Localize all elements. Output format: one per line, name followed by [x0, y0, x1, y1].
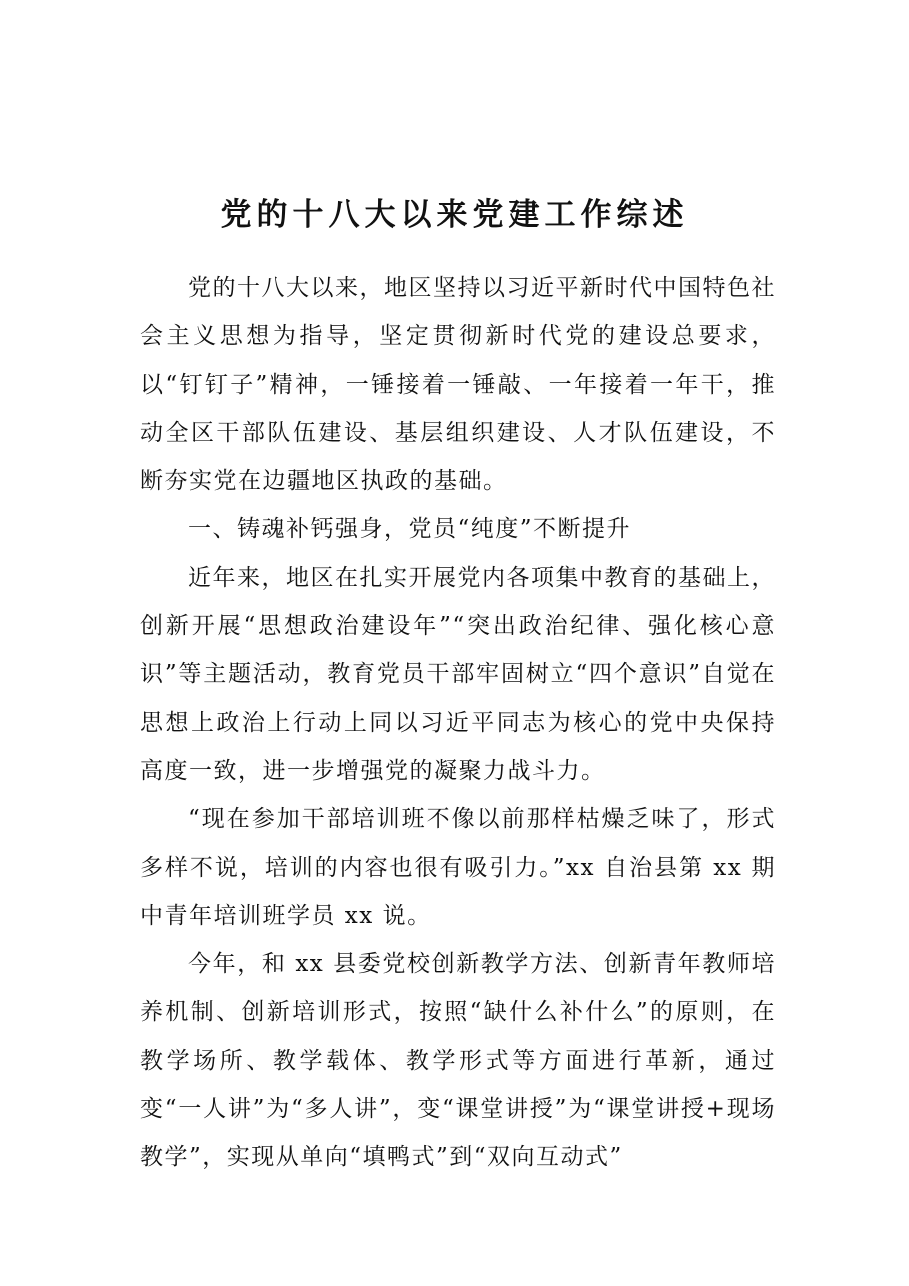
paragraph-party-school: 今年，和 xx 县委党校创新教学方法、创新青年教师培养机制、创新培训形式，按照“缺什么补什么”的原则，在教学场所、教学载体、教学形式等方面进行革新，通过变“一人讲”为“多人讲”，变“课堂讲授”为“课堂讲授+现场教学”，实现从单向“填鸭式”到“双向互动式” — [140, 951, 776, 1171]
section-heading-1: 一、铸魂补钙强身，党员“纯度”不断提升 — [188, 516, 632, 543]
paragraph-quote: “现在参加干部培训班不像以前那样枯燥乏味了，形式多样不说，培训的内容也很有吸引力。”xx 自治县第 xx 期中青年培训班学员 xx 说。 — [140, 806, 776, 929]
document-body — [140, 264, 776, 1182]
document-title: 党的十八大以来党建工作综述 — [220, 196, 689, 233]
paragraph-education: 近年来，地区在扎实开展党内各项集中教育的基础上，创新开展“思想政治建设年”“突出政治纪律、强化核心意识”等主题活动，教育党员干部牢固树立“四个意识”自觉在思想上政治上行动上同以习近平同志为核心的党中央保持高度一致，进一步增强党的凝聚力战斗力。 — [140, 564, 776, 784]
paragraph-intro: 党的十八大以来，地区坚持以习近平新时代中国特色社会主义思想为指导，坚定贯彻新时代党的建设总要求，以“钉钉子”精神，一锤接着一锤敲、一年接着一年干，推动全区干部队伍建设、基层组织建设、人才队伍建设，不断夯实党在边疆地区执政的基础。 — [140, 275, 776, 495]
